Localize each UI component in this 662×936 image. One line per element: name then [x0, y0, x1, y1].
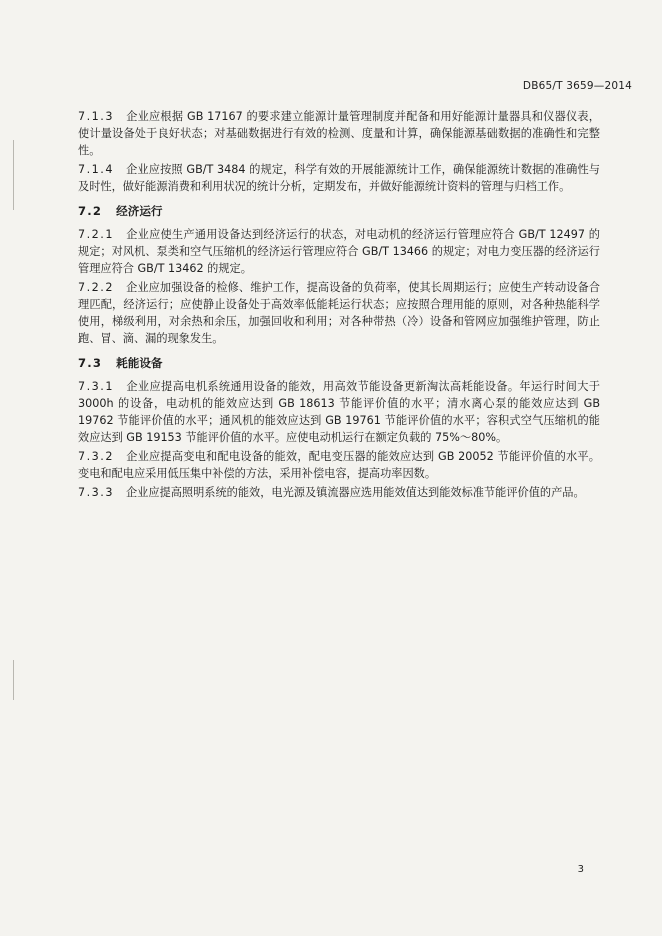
clause-7-1-4	[78, 161, 600, 195]
section-heading-7-3	[78, 355, 600, 372]
clause-text: 企业应根据 GB 17167 的要求建立能源计量管理制度并配备和用好能源计量器具和仪器仪表，使计量设备处于良好状态；对基础数据进行有效的检测、度量和计算，确保能源基础数据的准确性和完整性。	[78, 110, 600, 157]
clause-text: 企业应提高变电和配电设备的能效，配电变压器的能效应达到 GB 20052 节能评价值的水平。变电和配电应采用低压集中补偿的方法，采用补偿电容，提高功率因数。	[78, 450, 600, 480]
page-number: 3	[577, 864, 584, 875]
section-title: 耗能设备	[116, 356, 163, 370]
clause-text: 企业应加强设备的检修、维护工作，提高设备的负荷率，使其长周期运行；应使生产转动设备合理匹配，经济运行；应使静止设备处于高效率低能耗运行状态；应按照合理用能的原则，对各种热能科学使用，梯级利用，对余热和余压，加强回收和利用；对各种带热（冷）设备和管网应加强维护管理，防止跑、冒、滴、漏的现象发生。	[78, 281, 600, 345]
clause-7-3-1	[78, 378, 600, 446]
clause-text: 企业应提高电机系统通用设备的能效，用高效节能设备更新淘汰高耗能设备。年运行时间大于 3000h 的设备，电动机的能效应达到 GB 18613 节能评价值的水平；清水离心泵的能效应达到 GB 19762 节能评价值的水平；通风机的能效应达到 GB 19761 节能评价值的水平；容积式空气压缩机的能效应达到 GB 19153 节能评价值的水平。应使电动机运行在额定负载的 75%～80%。	[78, 380, 600, 444]
section-number: 7.3	[78, 356, 103, 370]
scan-artifact-line	[13, 660, 14, 700]
document-body	[78, 108, 600, 503]
clause-7-2-1	[78, 226, 600, 277]
clause-7-1-3	[78, 108, 600, 159]
section-heading-7-2	[78, 203, 600, 220]
clause-7-2-2	[78, 279, 600, 347]
clause-7-3-2	[78, 448, 600, 482]
clause-number: 7.3.2	[78, 450, 114, 463]
clause-text: 企业应提高照明系统的能效，电光源及镇流器应选用能效值达到能效标准节能评价值的产品。	[125, 486, 585, 499]
clause-number: 7.3.1	[78, 380, 114, 393]
scan-artifact-line	[13, 140, 14, 210]
section-title: 经济运行	[116, 204, 163, 218]
clause-number: 7.1.3	[78, 110, 114, 123]
clause-number: 7.2.2	[78, 281, 114, 294]
clause-text: 企业应使生产通用设备达到经济运行的状态，对电动机的经济运行管理应符合 GB/T 12497 的规定；对风机、泵类和空气压缩机的经济运行管理应符合 GB/T 13466 的规定；对电力变压器的经济运行管理应符合 GB/T 13462 的规定。	[78, 228, 600, 275]
clause-number: 7.1.4	[78, 163, 114, 176]
clause-7-3-3	[78, 484, 600, 501]
clause-number: 7.2.1	[78, 228, 114, 241]
clause-text: 企业应按照 GB/T 3484 的规定，科学有效的开展能源统计工作，确保能源统计数据的准确性与及时性，做好能源消费和利用状况的统计分析，定期发布，并做好能源统计资料的管理与归档工作。	[78, 163, 600, 193]
doc-code-header: DB65/T 3659—2014	[522, 80, 632, 92]
section-number: 7.2	[78, 204, 103, 218]
clause-number: 7.3.3	[78, 486, 114, 499]
